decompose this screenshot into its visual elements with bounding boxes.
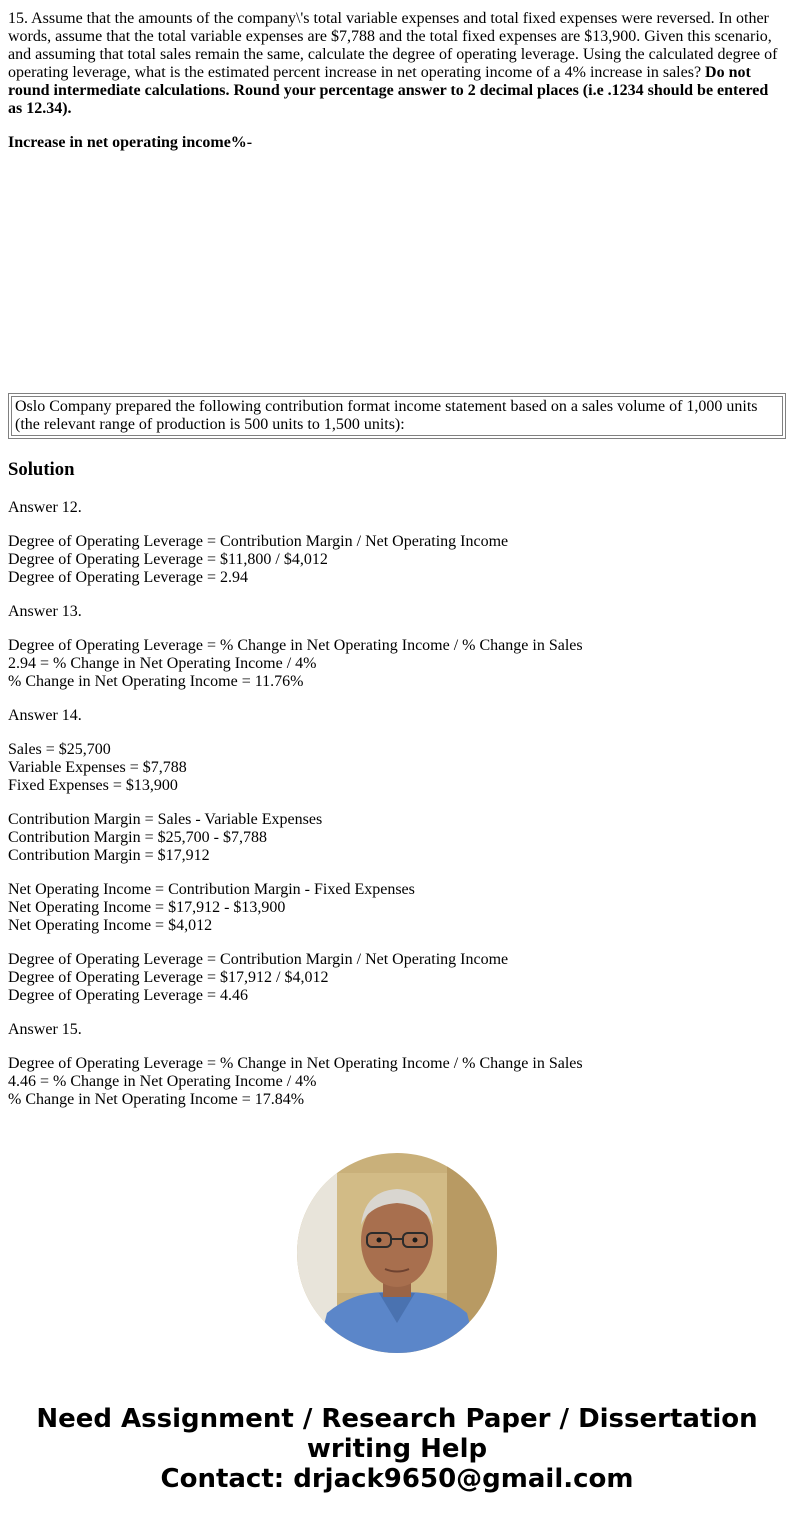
- blank-space: [8, 152, 786, 393]
- increase-label: Increase in net operating income%-: [8, 134, 253, 151]
- answer13-line: Degree of Operating Leverage = % Change in Net Operating Income / % Change in Sales: [8, 637, 583, 654]
- answer15-title: Answer 15.: [8, 1021, 82, 1038]
- answer14-cm-line: Contribution Margin = $25,700 - $7,788: [8, 829, 267, 846]
- answer14-given-line: Sales = $25,700: [8, 741, 111, 758]
- answer12-block: [8, 533, 786, 587]
- answer14-cm-line: Contribution Margin = Sales - Variable Expenses: [8, 811, 323, 828]
- boxed-table: [8, 393, 786, 439]
- boxed-table-cell: Oslo Company prepared the following contribution format income statement based on a sales volume of 1,000 units (the relevant range of production is 500 units to 1,500 units):: [11, 396, 783, 436]
- answer12-line: Degree of Operating Leverage = $11,800 / $4,012: [8, 551, 328, 568]
- answer12-line: Degree of Operating Leverage = 2.94: [8, 569, 249, 586]
- author-avatar: [297, 1153, 497, 1353]
- answer15-line: Degree of Operating Leverage = % Change in Net Operating Income / % Change in Sales: [8, 1055, 583, 1072]
- answer14-cm-block: [8, 811, 786, 865]
- footer-contact: [0, 1404, 794, 1494]
- answer15-block: [8, 1055, 786, 1109]
- answer14-given-line: Fixed Expenses = $13,900: [8, 777, 178, 794]
- answer14-noi-block: [8, 881, 786, 935]
- answer14-title: Answer 14.: [8, 707, 82, 724]
- answer12-title: Answer 12.: [8, 499, 82, 516]
- solution-heading: Solution: [8, 459, 75, 480]
- answer15-line: 4.46 = % Change in Net Operating Income / 4%: [8, 1073, 317, 1090]
- answer14-dol-line: Degree of Operating Leverage = Contribution Margin / Net Operating Income: [8, 951, 509, 968]
- answer13-block: [8, 637, 786, 691]
- question-text: 15. Assume that the amounts of the company\'s total variable expenses and total fixed expenses were reversed. In other words, assume that the total variable expenses are $7,788 and the total fixed expenses are $13,900. Given this scenario, and assuming that total sales remain the same, calculate the degree of operating leverage. Using the calculated degree of operating leverage, what is the estimated percent increase in net operating income of a 4% increase in sales?: [8, 10, 778, 81]
- answer14-given-block: [8, 741, 786, 795]
- footer-line1: Need Assignment / Research Paper / Dissertation: [36, 1404, 758, 1434]
- answer14-noi-line: Net Operating Income = $4,012: [8, 917, 213, 934]
- answer14-given-line: Variable Expenses = $7,788: [8, 759, 187, 776]
- answer14-dol-block: [8, 951, 786, 1005]
- footer-line2: writing Help: [306, 1434, 488, 1464]
- answer13-line: % Change in Net Operating Income = 11.76%: [8, 673, 304, 690]
- answer13-title: Answer 13.: [8, 603, 82, 620]
- author-avatar-image: [297, 1153, 497, 1353]
- answer14-dol-line: Degree of Operating Leverage = 4.46: [8, 987, 249, 1004]
- footer-line3: Contact: drjack9650@gmail.com: [160, 1464, 634, 1494]
- question-paragraph: [8, 10, 786, 118]
- answer15-line: % Change in Net Operating Income = 17.84%: [8, 1091, 305, 1108]
- answer14-cm-line: Contribution Margin = $17,912: [8, 847, 210, 864]
- answer13-line: 2.94 = % Change in Net Operating Income / 4%: [8, 655, 317, 672]
- answer14-dol-line: Degree of Operating Leverage = $17,912 / $4,012: [8, 969, 329, 986]
- answer12-line: Degree of Operating Leverage = Contribution Margin / Net Operating Income: [8, 533, 509, 550]
- answer14-noi-line: Net Operating Income = Contribution Margin - Fixed Expenses: [8, 881, 415, 898]
- answer14-noi-line: Net Operating Income = $17,912 - $13,900: [8, 899, 286, 916]
- question-instruction: Do not round intermediate calculations. Round your percentage answer to 2 decimal places (i.e .1234 should be entered as 12.34).: [8, 64, 769, 117]
